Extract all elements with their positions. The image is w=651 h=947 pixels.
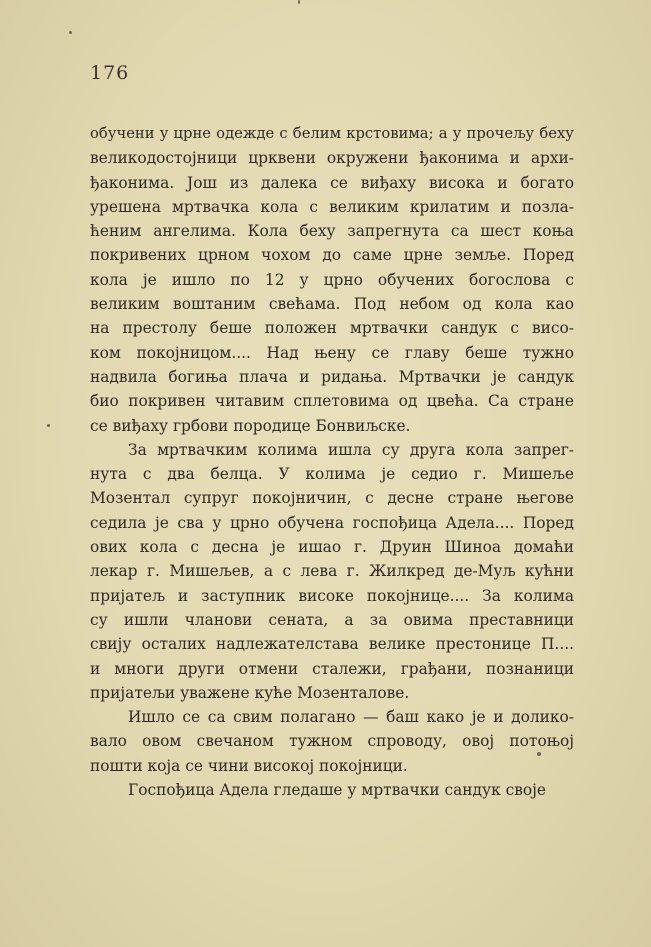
text-line: вало овом свечаном тужном спроводу, овој потоњој — [90, 732, 574, 751]
text-line: ком покојницом.... Над њену се главу беше тужно — [90, 343, 574, 362]
body-text — [90, 122, 574, 802]
text-line: ћеним ангелима. Кола беху запрегнута са шест коња — [90, 222, 574, 241]
text-line: лекар г. Мишељев, а с лева г. Жилкред де-Муљ кућни — [90, 562, 574, 581]
paragraph-end-line: пријатељи уважене куће Мозенталове. — [90, 683, 410, 702]
text-line: Мозентал супруг покојничин, с десне стране његове — [90, 489, 574, 508]
paragraph-end-line: се виђаху грбови породице Бонвиљске. — [90, 416, 411, 435]
text-line: био покривен читавим сплетовима од цвећа. Са стране — [90, 392, 574, 411]
paragraph-start-line: Госпођица Адела гледаше у мртвачки сандук своје — [128, 781, 547, 800]
text-line: и многи други отмени сталежи, грађани, познаници — [90, 659, 574, 678]
text-line: на престолу беше положен мртвачки сандук с висо- — [90, 319, 574, 338]
paper-speck — [537, 752, 541, 756]
paper-speck — [47, 424, 50, 427]
text-line: седила је сва у црно обучена госпођица Адела.... Поред — [90, 513, 574, 532]
text-line: су ишли чланови сената, а за овима преставници — [90, 610, 574, 629]
paper-speck — [69, 31, 72, 34]
text-line: пријатељ и заступник високе покојнице.... За колима — [90, 586, 574, 605]
paper-speck — [298, 0, 300, 4]
text-line: великодостојници црквени окружени ђаконима и архи- — [90, 149, 574, 168]
text-line: покривених црном чохом до саме црне земље. Поред — [90, 246, 574, 265]
paragraph-start-line: За мртвачким колима ишла су друга кола запрег- — [128, 440, 574, 459]
text-line: ђаконима. Још из далека се виђаху висока и богато — [90, 173, 574, 192]
text-line: великим воштаним свећама. Под небом од кола као — [90, 295, 574, 314]
text-line: урешена мртвачка кола с великим крилатим и позла- — [90, 197, 574, 216]
text-line: ових кола с десна је ишао г. Друин Шиноа домаћи — [90, 538, 574, 557]
page-number: 176 — [90, 62, 130, 84]
text-line: надвила богиња плача и ридања. Мртвачки је сандук — [90, 367, 574, 386]
text-line: свију осталих надлежателстава велике престонице П.... — [90, 635, 574, 654]
paragraph-start-line: Ишло се са свим полагано — баш како је и долико- — [128, 708, 574, 727]
text-line: обучени у црне одежде с белим крстовима; а у прочељу беху — [90, 125, 574, 142]
text-line: нута с два белца. У колима је седио г. Мишеље — [90, 465, 574, 484]
text-line: кола је ишло по 12 у црно обучених богослова с — [90, 270, 574, 289]
paragraph-end-line: пошти која се чини високој покојници. — [90, 756, 408, 775]
